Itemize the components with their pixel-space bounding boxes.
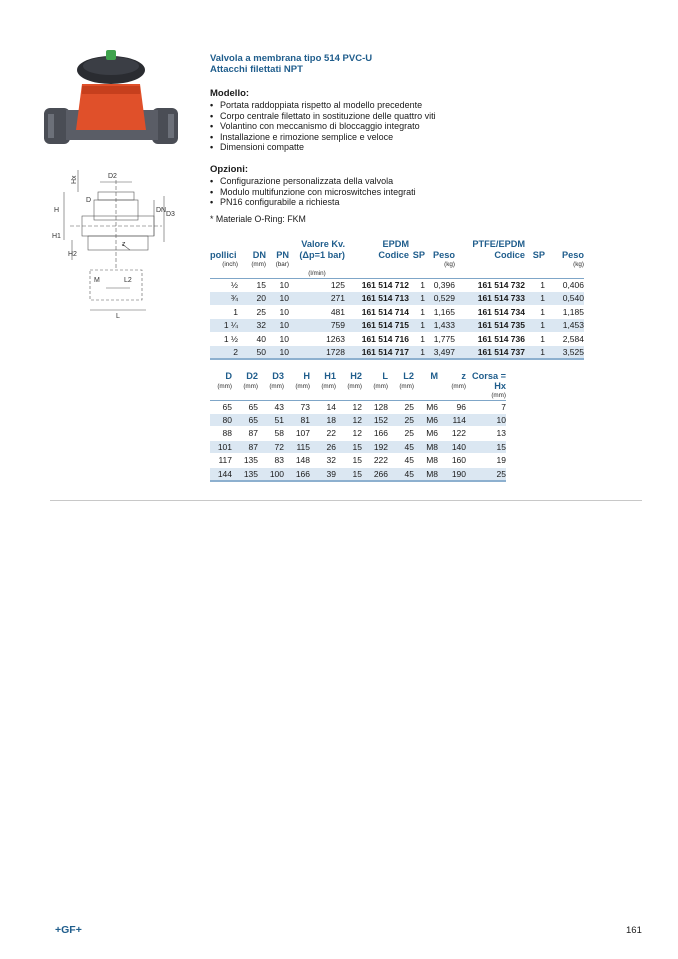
units-row: (mm) (mm) (mm) (mm) (mm) (mm) (mm) (mm) (mm) Hx xyxy=(217,380,506,391)
table-cell: 161 514 712 xyxy=(345,279,409,292)
table-row xyxy=(210,279,584,292)
table-cell: 65 xyxy=(232,413,258,426)
table-cell: 18 xyxy=(310,413,336,426)
o-ring-note: * Materiale O-Ring: FKM xyxy=(210,214,306,224)
table-cell: M8 xyxy=(414,440,438,453)
table-cell: 14 xyxy=(310,400,336,413)
table-cell: 271 xyxy=(289,292,345,305)
table-cell: 1728 xyxy=(289,346,345,360)
table-cell: 51 xyxy=(258,413,284,426)
opzioni-list xyxy=(210,176,416,208)
table-cell: 19 xyxy=(466,454,506,467)
table-header-row xyxy=(210,239,584,260)
dim-label-l: L xyxy=(116,313,120,320)
table-cell: 1,775 xyxy=(425,332,455,345)
table-cell: 222 xyxy=(362,454,388,467)
table-cell: 20 xyxy=(238,292,266,305)
table-cell: 161 514 735 xyxy=(455,319,525,332)
table-cell: 1,165 xyxy=(425,305,455,318)
table-cell: 101 xyxy=(210,440,232,453)
table-cell: 166 xyxy=(284,467,310,481)
col-header: H xyxy=(303,371,310,381)
table-cell: 25 xyxy=(388,400,414,413)
table-cell: 1 xyxy=(210,305,238,318)
table-cell: M8 xyxy=(414,467,438,481)
modello-item: • Installazione e rimozione semplice e veloce xyxy=(210,132,436,143)
modello-item: • Portata raddoppiata rispetto al modello precedente xyxy=(210,100,436,111)
codes-table xyxy=(210,239,584,360)
table-cell: 3,497 xyxy=(425,346,455,360)
table-cell: 80 xyxy=(210,413,232,426)
units-row-2: (mm) xyxy=(491,391,506,399)
dim-label-z: z xyxy=(122,241,126,248)
table-cell: 115 xyxy=(284,440,310,453)
col-header: z xyxy=(461,371,466,381)
table-cell: 0,529 xyxy=(425,292,455,305)
table-cell: 192 xyxy=(362,440,388,453)
col-header: D3 xyxy=(272,371,284,381)
table-cell: 1,433 xyxy=(425,319,455,332)
dim-label-l2: L2 xyxy=(124,277,132,284)
table-cell: 160 xyxy=(438,454,466,467)
table-cell: 25 xyxy=(388,427,414,440)
table-row xyxy=(210,467,506,481)
table-cell: 22 xyxy=(310,427,336,440)
table-cell: 88 xyxy=(210,427,232,440)
col-header: pollici xyxy=(210,249,237,260)
col-header: DN xyxy=(252,249,266,260)
table-cell: 135 xyxy=(232,454,258,467)
table-cell: 161 514 732 xyxy=(455,279,525,292)
table-row xyxy=(210,454,506,467)
col-header: Peso xyxy=(433,249,455,260)
table-cell: M8 xyxy=(414,454,438,467)
col-header: Peso xyxy=(562,249,584,260)
table-cell: 43 xyxy=(258,400,284,413)
table-cell: 107 xyxy=(284,427,310,440)
col-header: D2 xyxy=(246,371,258,381)
table-cell: 65 xyxy=(210,400,232,413)
table-cell: 87 xyxy=(232,427,258,440)
dim-label-d2: D2 xyxy=(108,173,117,180)
table-row xyxy=(210,400,506,413)
table-cell: 32 xyxy=(238,319,266,332)
table-cell: 161 514 713 xyxy=(345,292,409,305)
dimensions-table xyxy=(210,371,506,482)
table-cell: 39 xyxy=(310,467,336,481)
table-cell: 1 ½ xyxy=(210,332,238,345)
table-cell: 759 xyxy=(289,319,345,332)
table-cell: 100 xyxy=(258,467,284,481)
table-cell: ¾ xyxy=(210,292,238,305)
table-cell: 10 xyxy=(266,319,289,332)
table-cell: 161 514 737 xyxy=(455,346,525,360)
table-cell: 12 xyxy=(336,400,362,413)
table-cell: 12 xyxy=(336,413,362,426)
col-header-hx: Hx xyxy=(494,380,506,391)
col-header: EPDM Codice xyxy=(378,239,409,260)
table-row xyxy=(210,413,506,426)
dim-label-m: M xyxy=(94,277,100,284)
table-cell: 73 xyxy=(284,400,310,413)
table-cell: 161 514 733 xyxy=(455,292,525,305)
table-row xyxy=(210,427,506,440)
table-cell: 1 xyxy=(525,305,545,318)
page-number: 161 xyxy=(626,925,642,936)
table-cell: 32 xyxy=(310,454,336,467)
table-cell: 114 xyxy=(438,413,466,426)
table-cell: 10 xyxy=(466,413,506,426)
table-row xyxy=(210,305,584,318)
table-cell: 266 xyxy=(362,467,388,481)
table-row xyxy=(210,292,584,305)
table-cell: 161 514 734 xyxy=(455,305,525,318)
col-header: Valore Kv. (Δp=1 bar) xyxy=(299,239,345,260)
table-cell: 65 xyxy=(232,400,258,413)
col-header: M xyxy=(430,371,438,381)
table-cell: 1 xyxy=(409,292,425,305)
opzioni-item: • Modulo multifunzione con microswitches integrati xyxy=(210,187,416,198)
table-cell: 25 xyxy=(238,305,266,318)
table-cell: 161 514 736 xyxy=(455,332,525,345)
table-cell: 1 xyxy=(525,319,545,332)
table-cell: 0,540 xyxy=(545,292,584,305)
table-cell: 135 xyxy=(232,467,258,481)
table-cell: 1 xyxy=(525,292,545,305)
dim-label-h: H xyxy=(54,207,60,214)
table-cell: 7 xyxy=(466,400,506,413)
col-header: L2 xyxy=(403,371,414,381)
dim-label-h2: H2 xyxy=(68,251,77,258)
table-cell: 87 xyxy=(232,440,258,453)
table-cell: 1263 xyxy=(289,332,345,345)
table-cell: 2,584 xyxy=(545,332,584,345)
table-row xyxy=(210,346,584,360)
table-row xyxy=(210,440,506,453)
table-cell: 45 xyxy=(388,440,414,453)
table-cell: 117 xyxy=(210,454,232,467)
col-header: H2 xyxy=(350,371,362,381)
table-cell: 148 xyxy=(284,454,310,467)
units-row-2: (l/min) xyxy=(308,270,326,277)
table-row xyxy=(210,332,584,345)
table-cell: 1 xyxy=(409,346,425,360)
table-cell: 45 xyxy=(388,454,414,467)
table-cell: 1,185 xyxy=(545,305,584,318)
table-cell: 144 xyxy=(210,467,232,481)
table-cell: 1 xyxy=(525,279,545,292)
units-row: (inch) (mm) (bar) (kg) (kg) xyxy=(222,261,584,268)
table-cell: 128 xyxy=(362,400,388,413)
dim-label-d3: D3 xyxy=(166,211,175,218)
table-cell: 122 xyxy=(438,427,466,440)
table-cell: 83 xyxy=(258,454,284,467)
table-cell: 10 xyxy=(266,279,289,292)
table-cell: 81 xyxy=(284,413,310,426)
title-line-2: Attacchi filettati NPT xyxy=(210,64,303,75)
table-cell: 2 xyxy=(210,346,238,360)
table-cell: 140 xyxy=(438,440,466,453)
modello-item: • Volantino con meccanismo di bloccaggio integrato xyxy=(210,121,436,132)
table-cell: 15 xyxy=(238,279,266,292)
table-cell: 0,396 xyxy=(425,279,455,292)
table-cell: 13 xyxy=(466,427,506,440)
table-cell: 40 xyxy=(238,332,266,345)
table-cell: 15 xyxy=(466,440,506,453)
table-cell: M6 xyxy=(414,413,438,426)
table-cell: 3,525 xyxy=(545,346,584,360)
technical-drawing xyxy=(50,160,180,322)
opzioni-heading: Opzioni: xyxy=(210,164,248,175)
table-cell: 10 xyxy=(266,305,289,318)
table-cell: 10 xyxy=(266,292,289,305)
table-cell: 1,453 xyxy=(545,319,584,332)
dim-label-hx: Hx xyxy=(71,175,78,184)
gf-logo: +GF+ xyxy=(55,924,82,936)
lock-indicator xyxy=(106,50,116,60)
table-cell: 15 xyxy=(336,440,362,453)
table-cell: 25 xyxy=(466,467,506,481)
modello-heading: Modello: xyxy=(210,88,250,99)
table-cell: 72 xyxy=(258,440,284,453)
table-cell: 0,406 xyxy=(545,279,584,292)
modello-item: • Corpo centrale filettato in sostituzione delle quattro viti xyxy=(210,111,436,122)
opzioni-item: • PN16 configurabile a richiesta xyxy=(210,197,416,208)
table-cell: 96 xyxy=(438,400,466,413)
table-cell: 190 xyxy=(438,467,466,481)
col-header: D xyxy=(225,371,232,381)
table-header-row xyxy=(210,371,506,382)
table-cell: 26 xyxy=(310,440,336,453)
section-divider xyxy=(50,500,642,501)
table-cell: 1 xyxy=(525,346,545,360)
table-cell: 58 xyxy=(258,427,284,440)
table-cell: 45 xyxy=(388,467,414,481)
table-cell: 15 xyxy=(336,454,362,467)
col-header: PN xyxy=(276,249,289,260)
table-cell: 161 514 715 xyxy=(345,319,409,332)
table-cell: 161 514 714 xyxy=(345,305,409,318)
table-cell: 1 xyxy=(409,319,425,332)
table-cell: 161 514 716 xyxy=(345,332,409,345)
col-header: Corsa = xyxy=(472,371,506,381)
opzioni-item: • Configurazione personalizzata della valvola xyxy=(210,176,416,187)
table-cell: 166 xyxy=(362,427,388,440)
title-line-1: Valvola a membrana tipo 514 PVC-U xyxy=(210,53,373,64)
table-cell: 125 xyxy=(289,279,345,292)
table-cell: 1 xyxy=(525,332,545,345)
valve-product-photo xyxy=(42,48,182,154)
col-header: H1 xyxy=(324,371,336,381)
table-cell: 1 xyxy=(409,332,425,345)
table-cell: 1 xyxy=(409,279,425,292)
table-row xyxy=(210,319,584,332)
dim-label-h1: H1 xyxy=(52,233,61,240)
product-title xyxy=(210,53,372,75)
table-cell: 10 xyxy=(266,346,289,360)
dim-label-dn: DN xyxy=(156,207,167,214)
table-cell: 161 514 717 xyxy=(345,346,409,360)
table-cell: M6 xyxy=(414,400,438,413)
col-header: PTFE/EPDM Codice xyxy=(472,239,525,260)
col-header: L xyxy=(382,371,388,381)
modello-item: • Dimensioni compatte xyxy=(210,142,436,153)
dim-label-d: D xyxy=(86,197,92,204)
col-header: SP xyxy=(412,249,425,260)
table-cell: 12 xyxy=(336,427,362,440)
table-cell: 1 xyxy=(409,305,425,318)
col-header: SP xyxy=(532,249,545,260)
table-cell: 10 xyxy=(266,332,289,345)
table-cell: 50 xyxy=(238,346,266,360)
modello-list xyxy=(210,100,436,153)
table-cell: 481 xyxy=(289,305,345,318)
table-cell: ½ xyxy=(210,279,238,292)
table-cell: M6 xyxy=(414,427,438,440)
table-cell: 152 xyxy=(362,413,388,426)
table-cell: 15 xyxy=(336,467,362,481)
table-cell: 1 ¼ xyxy=(210,319,238,332)
table-cell: 25 xyxy=(388,413,414,426)
